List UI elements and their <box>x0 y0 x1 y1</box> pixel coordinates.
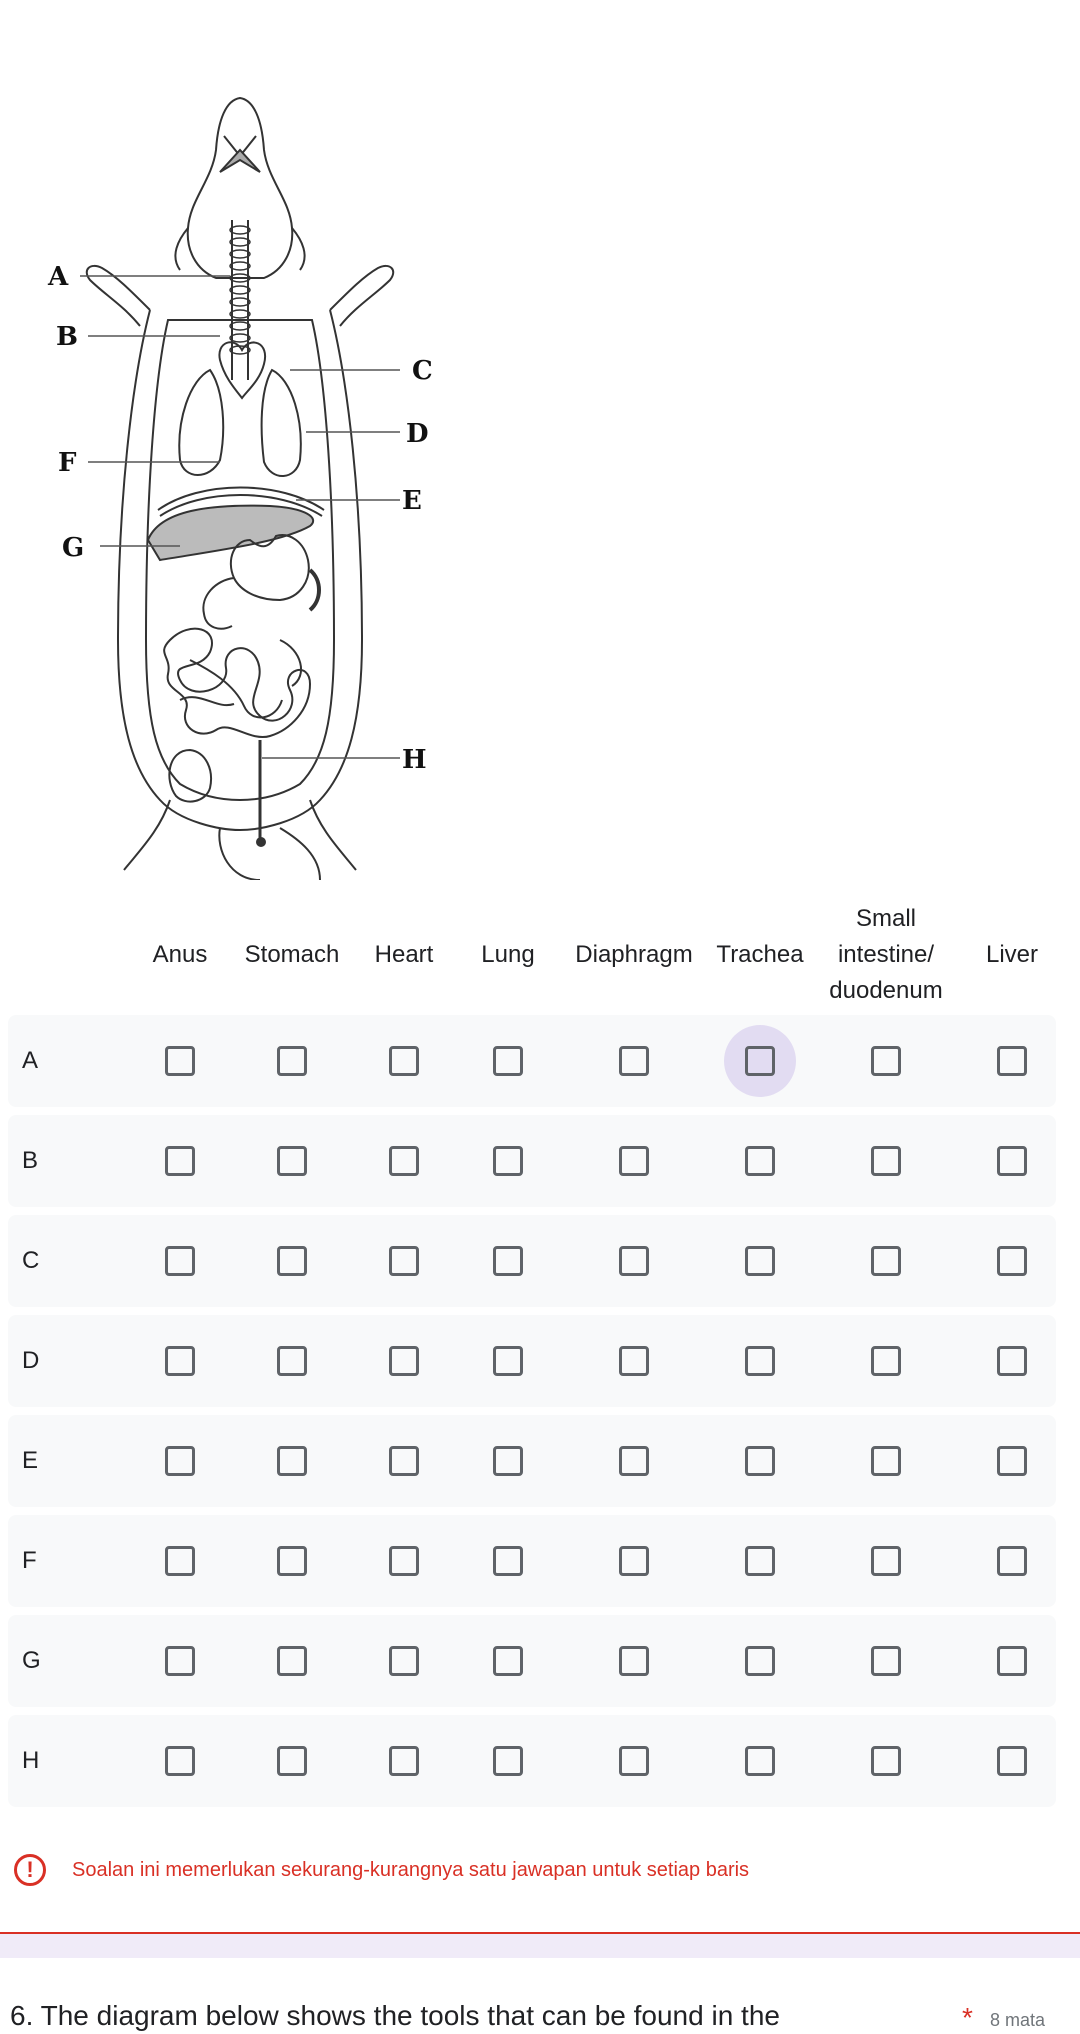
checkbox-e-stomach[interactable] <box>277 1446 307 1476</box>
checkbox-hover-ring <box>598 1725 670 1797</box>
checkbox-b-trachea[interactable] <box>745 1146 775 1176</box>
validation-error-text: Soalan ini memerlukan sekurang-kurangnya satu jawapan untuk setiap baris <box>72 1858 750 1881</box>
checkbox-c-liver[interactable] <box>997 1246 1027 1276</box>
grid-cell <box>960 1515 1064 1607</box>
checkbox-e-heart[interactable] <box>389 1446 419 1476</box>
grid-cell <box>812 1615 960 1707</box>
checkbox-d-small-intestine-duodenum[interactable] <box>871 1346 901 1376</box>
column-header-heart: Heart <box>374 941 434 968</box>
checkbox-h-heart[interactable] <box>389 1746 419 1776</box>
diagram-label-c: C <box>412 356 433 386</box>
checkbox-e-lung[interactable] <box>493 1446 523 1476</box>
checkbox-d-diaphragm[interactable] <box>619 1346 649 1376</box>
grid-cell <box>232 1615 352 1707</box>
checkbox-h-stomach[interactable] <box>277 1746 307 1776</box>
checkbox-g-anus[interactable] <box>165 1646 195 1676</box>
grid-cell <box>128 1615 232 1707</box>
checkbox-g-liver[interactable] <box>997 1646 1027 1676</box>
checkbox-d-lung[interactable] <box>493 1346 523 1376</box>
checkbox-hover-ring <box>256 1225 328 1297</box>
diagram-label-g: G <box>62 533 85 563</box>
checkbox-b-diaphragm[interactable] <box>619 1146 649 1176</box>
column-header-anus: Anus <box>152 941 208 968</box>
checkbox-hover-ring <box>144 1725 216 1797</box>
grid-cell <box>812 1015 960 1107</box>
checkbox-hover-ring <box>368 1125 440 1197</box>
checkbox-e-small-intestine-duodenum[interactable] <box>871 1446 901 1476</box>
row-label-e: E <box>22 1447 39 1474</box>
grid-cell <box>352 1215 456 1307</box>
grid-cell <box>812 1215 960 1307</box>
rat-dissection-diagram <box>20 80 460 880</box>
column-header-lung: Lung <box>481 941 535 968</box>
checkbox-hover-ring <box>598 1225 670 1297</box>
grid-cell <box>352 1615 456 1707</box>
checkbox-hover-ring <box>976 1625 1048 1697</box>
grid-cell <box>232 1315 352 1407</box>
row-label-b: B <box>22 1147 39 1174</box>
grid-row-h <box>8 1715 1056 1807</box>
grid-cell <box>960 1615 1064 1707</box>
grid-cell <box>708 1215 812 1307</box>
checkbox-f-small-intestine-duodenum[interactable] <box>871 1546 901 1576</box>
grid-cell <box>232 1115 352 1207</box>
checkbox-hover-ring <box>598 1425 670 1497</box>
grid-cell <box>812 1515 960 1607</box>
checkbox-hover-ring <box>368 1625 440 1697</box>
diagram-label-b: B <box>56 322 78 352</box>
grid-cell <box>560 1515 708 1607</box>
checkbox-hover-ring <box>472 1225 544 1297</box>
checkbox-hover-ring <box>472 1425 544 1497</box>
checkbox-e-anus[interactable] <box>165 1446 195 1476</box>
grid-cell <box>708 1115 812 1207</box>
checkbox-f-liver[interactable] <box>997 1546 1027 1576</box>
grid-cell <box>128 1715 232 1807</box>
checkbox-b-small-intestine-duodenum[interactable] <box>871 1146 901 1176</box>
grid-cell <box>128 1515 232 1607</box>
column-header-trachea: Trachea <box>716 941 804 968</box>
grid-cell <box>708 1715 812 1807</box>
previous-question-text-cut <box>0 0 1080 10</box>
grid-cell <box>960 1315 1064 1407</box>
checkbox-h-diaphragm[interactable] <box>619 1746 649 1776</box>
checkbox-hover-ring <box>850 1725 922 1797</box>
next-question-card <box>0 1958 1080 2033</box>
row-label-h: H <box>22 1747 40 1774</box>
checkbox-hover-ring <box>144 1525 216 1597</box>
grid-cell <box>232 1515 352 1607</box>
column-header-small-intestine-line-3: duodenum <box>829 977 943 1004</box>
next-question-title: 6. The diagram below shows the tools that can be found in the <box>10 2000 780 2031</box>
grid-header-row <box>8 895 1056 1015</box>
checkbox-hover-ring <box>598 1025 670 1097</box>
grid-cell <box>456 1215 560 1307</box>
validation-error <box>14 1852 1054 1888</box>
checkbox-hover-ring <box>472 1725 544 1797</box>
checkbox-g-stomach[interactable] <box>277 1646 307 1676</box>
grid-cell <box>560 1715 708 1807</box>
grid-cell <box>352 1715 456 1807</box>
grid-rows <box>8 1015 1056 1807</box>
checkbox-hover-ring <box>724 1525 796 1597</box>
grid-cell <box>232 1015 352 1107</box>
grid-cell <box>560 1115 708 1207</box>
row-label-a: A <box>22 1047 39 1074</box>
checkbox-a-anus[interactable] <box>165 1046 195 1076</box>
checkbox-hover-ring <box>472 1125 544 1197</box>
checkbox-g-heart[interactable] <box>389 1646 419 1676</box>
grid-cell <box>128 1415 232 1507</box>
checkbox-hover-ring <box>368 1425 440 1497</box>
checkbox-g-trachea[interactable] <box>745 1646 775 1676</box>
exclamation-circle-icon: ! <box>14 1854 46 1886</box>
grid-cell <box>456 1015 560 1107</box>
checkbox-hover-ring <box>256 1325 328 1397</box>
checkbox-g-small-intestine-duodenum[interactable] <box>871 1646 901 1676</box>
grid-row-a <box>8 1015 1056 1107</box>
checkbox-hover-ring <box>144 1425 216 1497</box>
checkbox-hover-ring <box>368 1325 440 1397</box>
checkbox-a-lung[interactable] <box>493 1046 523 1076</box>
checkbox-a-heart[interactable] <box>389 1046 419 1076</box>
checkbox-hover-ring <box>472 1325 544 1397</box>
grid-cell <box>352 1015 456 1107</box>
row-label-c: C <box>22 1247 40 1274</box>
diagram-label-h: H <box>402 745 427 775</box>
row-label-f: F <box>22 1547 37 1574</box>
checkbox-hover-ring <box>472 1025 544 1097</box>
checkbox-hover-ring <box>850 1225 922 1297</box>
grid-cell <box>560 1615 708 1707</box>
grid-cell <box>232 1715 352 1807</box>
checkbox-hover-ring <box>368 1025 440 1097</box>
checkbox-hover-ring <box>598 1125 670 1197</box>
diagram-label-f: F <box>58 448 77 478</box>
grid-cell <box>128 1115 232 1207</box>
checkbox-f-heart[interactable] <box>389 1546 419 1576</box>
grid-cell <box>456 1115 560 1207</box>
checkbox-d-stomach[interactable] <box>277 1346 307 1376</box>
checkbox-a-liver[interactable] <box>997 1046 1027 1076</box>
grid-row-e <box>8 1415 1056 1507</box>
diagram-label-a: A <box>48 262 69 292</box>
checkbox-f-stomach[interactable] <box>277 1546 307 1576</box>
grid-cell <box>128 1315 232 1407</box>
rat-dissection-svg <box>20 80 460 880</box>
grid-cell <box>812 1715 960 1807</box>
checkbox-b-heart[interactable] <box>389 1146 419 1176</box>
checkbox-hover-ring <box>256 1425 328 1497</box>
checkbox-hover-ring <box>256 1625 328 1697</box>
checkbox-b-lung[interactable] <box>493 1146 523 1176</box>
checkbox-hover-ring <box>976 1525 1048 1597</box>
grid-cell <box>560 1015 708 1107</box>
checkbox-d-trachea[interactable] <box>745 1346 775 1376</box>
checkbox-c-trachea[interactable] <box>745 1246 775 1276</box>
checkbox-hover-ring <box>724 1125 796 1197</box>
grid-row-f <box>8 1515 1056 1607</box>
grid-cell <box>560 1315 708 1407</box>
checkbox-b-anus[interactable] <box>165 1146 195 1176</box>
checkbox-d-liver[interactable] <box>997 1346 1027 1376</box>
checkbox-hover-ring <box>144 1225 216 1297</box>
required-asterisk: * <box>962 2002 973 2033</box>
grid-cell <box>708 1515 812 1607</box>
checkbox-e-diaphragm[interactable] <box>619 1446 649 1476</box>
grid-cell <box>708 1315 812 1407</box>
checkbox-hover-ring <box>368 1225 440 1297</box>
checkbox-hover-ring <box>144 1325 216 1397</box>
grid-cell <box>960 1215 1064 1307</box>
checkbox-hover-ring <box>598 1625 670 1697</box>
checkbox-hover-ring <box>976 1325 1048 1397</box>
grid-cell <box>960 1115 1064 1207</box>
grid-cell <box>708 1015 812 1107</box>
checkbox-hover-ring <box>724 1625 796 1697</box>
checkbox-hover-ring <box>724 1225 796 1297</box>
grid-row-b <box>8 1115 1056 1207</box>
checkbox-hover-ring <box>368 1725 440 1797</box>
checkbox-h-lung[interactable] <box>493 1746 523 1776</box>
checkbox-grid <box>8 895 1056 1815</box>
checkbox-c-anus[interactable] <box>165 1246 195 1276</box>
grid-cell <box>352 1415 456 1507</box>
column-header-small-intestine <box>812 901 960 1009</box>
checkbox-h-small-intestine-duodenum[interactable] <box>871 1746 901 1776</box>
checkbox-hover-ring <box>850 1325 922 1397</box>
grid-cell <box>812 1315 960 1407</box>
grid-row-g <box>8 1615 1056 1707</box>
checkbox-e-trachea[interactable] <box>745 1446 775 1476</box>
checkbox-hover-ring <box>472 1525 544 1597</box>
grid-cell <box>560 1415 708 1507</box>
checkbox-hover-ring <box>256 1725 328 1797</box>
grid-cell <box>960 1715 1064 1807</box>
grid-cell <box>708 1615 812 1707</box>
checkbox-hover-ring <box>850 1125 922 1197</box>
grid-cell <box>560 1215 708 1307</box>
checkbox-hover-ring <box>256 1125 328 1197</box>
grid-cell <box>456 1515 560 1607</box>
checkbox-c-heart[interactable] <box>389 1246 419 1276</box>
grid-cell <box>128 1215 232 1307</box>
row-label-d: D <box>22 1347 40 1374</box>
checkbox-h-anus[interactable] <box>165 1746 195 1776</box>
grid-row-d <box>8 1315 1056 1407</box>
column-header-diaphragm: Diaphragm <box>575 941 693 968</box>
grid-cell <box>456 1715 560 1807</box>
section-gap <box>0 1934 1080 1958</box>
checkbox-hover-ring <box>598 1325 670 1397</box>
checkbox-c-lung[interactable] <box>493 1246 523 1276</box>
checkbox-hover-ring <box>724 1425 796 1497</box>
checkbox-g-lung[interactable] <box>493 1646 523 1676</box>
checkbox-f-trachea[interactable] <box>745 1546 775 1576</box>
grid-cell <box>960 1015 1064 1107</box>
checkbox-hover-ring <box>850 1625 922 1697</box>
checkbox-d-anus[interactable] <box>165 1346 195 1376</box>
checkbox-a-trachea[interactable] <box>745 1046 775 1076</box>
grid-cell <box>456 1415 560 1507</box>
grid-cell <box>352 1515 456 1607</box>
grid-cell <box>352 1115 456 1207</box>
checkbox-hover-ring <box>850 1025 922 1097</box>
checkbox-c-small-intestine-duodenum[interactable] <box>871 1246 901 1276</box>
checkbox-hover-ring <box>256 1525 328 1597</box>
checkbox-hover-ring <box>976 1225 1048 1297</box>
checkbox-h-liver[interactable] <box>997 1746 1027 1776</box>
checkbox-a-small-intestine-duodenum[interactable] <box>871 1046 901 1076</box>
diagram-label-e: E <box>402 486 422 516</box>
checkbox-hover-ring <box>144 1125 216 1197</box>
checkbox-g-diaphragm[interactable] <box>619 1646 649 1676</box>
checkbox-b-liver[interactable] <box>997 1146 1027 1176</box>
checkbox-a-diaphragm[interactable] <box>619 1046 649 1076</box>
checkbox-c-diaphragm[interactable] <box>619 1246 649 1276</box>
checkbox-hover-ring <box>724 1325 796 1397</box>
column-header-small-intestine-line-1: Small <box>855 905 916 932</box>
grid-cell <box>352 1315 456 1407</box>
checkbox-hover-ring <box>598 1525 670 1597</box>
column-header-liver: Liver <box>985 941 1039 968</box>
checkbox-hover-ring <box>850 1425 922 1497</box>
checkbox-hover-ring <box>850 1525 922 1597</box>
checkbox-hover-ring <box>144 1025 216 1097</box>
grid-cell <box>232 1415 352 1507</box>
grid-cell <box>960 1415 1064 1507</box>
checkbox-hover-ring <box>976 1425 1048 1497</box>
checkbox-h-trachea[interactable] <box>745 1746 775 1776</box>
checkbox-hover-ring <box>472 1625 544 1697</box>
checkbox-f-diaphragm[interactable] <box>619 1546 649 1576</box>
checkbox-e-liver[interactable] <box>997 1446 1027 1476</box>
grid-row-c <box>8 1215 1056 1307</box>
grid-cell <box>708 1415 812 1507</box>
checkbox-d-heart[interactable] <box>389 1346 419 1376</box>
checkbox-b-stomach[interactable] <box>277 1146 307 1176</box>
checkbox-f-anus[interactable] <box>165 1546 195 1576</box>
grid-cell <box>812 1115 960 1207</box>
diagram-label-d: D <box>406 419 429 449</box>
grid-cell <box>128 1015 232 1107</box>
checkbox-f-lung[interactable] <box>493 1546 523 1576</box>
checkbox-hover-ring <box>724 1025 796 1097</box>
checkbox-hover-ring <box>976 1725 1048 1797</box>
row-label-g: G <box>22 1647 41 1674</box>
checkbox-hover-ring <box>724 1725 796 1797</box>
checkbox-c-stomach[interactable] <box>277 1246 307 1276</box>
column-header-small-intestine-line-2: intestine/ <box>837 941 935 968</box>
grid-cell <box>456 1615 560 1707</box>
grid-cell <box>232 1215 352 1307</box>
checkbox-hover-ring <box>368 1525 440 1597</box>
checkbox-hover-ring <box>976 1125 1048 1197</box>
checkbox-hover-ring <box>144 1625 216 1697</box>
checkbox-a-stomach[interactable] <box>277 1046 307 1076</box>
grid-cell <box>812 1415 960 1507</box>
grid-cell <box>456 1315 560 1407</box>
column-header-stomach: Stomach <box>244 941 340 968</box>
checkbox-hover-ring <box>976 1025 1048 1097</box>
checkbox-hover-ring <box>256 1025 328 1097</box>
question-points: 8 mata <box>990 2010 1046 2030</box>
